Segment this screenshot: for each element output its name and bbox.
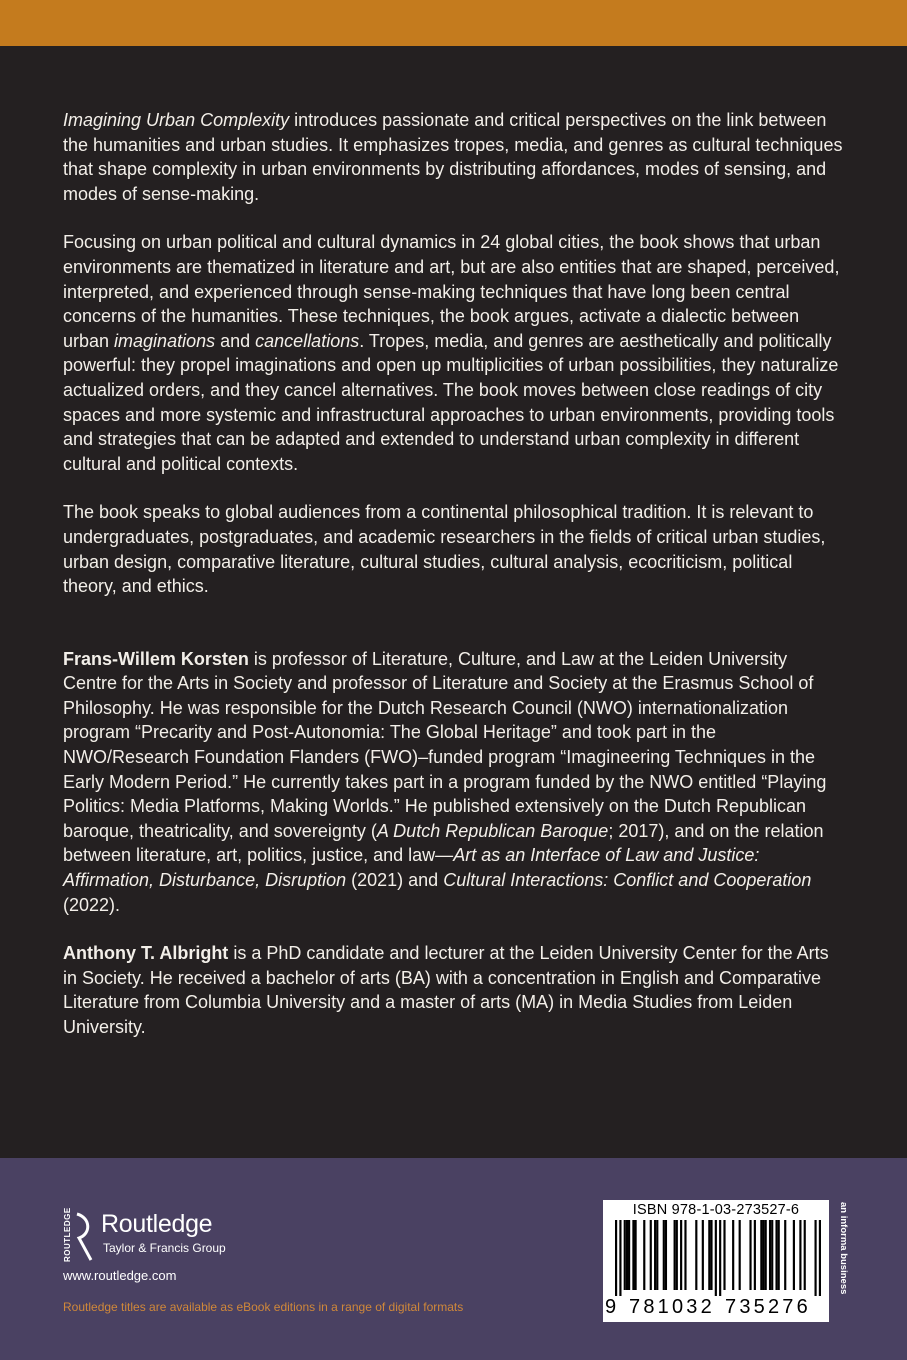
barcode-bar (702, 1220, 704, 1290)
barcode-bar (615, 1220, 617, 1296)
barcode-bar (719, 1220, 721, 1296)
informa-business-tag: an informa business (838, 1202, 849, 1295)
barcode-bar (793, 1220, 795, 1290)
publisher-footer (0, 1158, 907, 1360)
author-bio-2: Anthony T. Albright is a PhD candidate and lecturer at the Leiden University Center for the Arts in Society. He received a bachelor of arts (BA) with a concentration in English and Comparative Literature from Columbia University and a master of arts (MA) in Media Studies from Leiden University. (63, 943, 829, 1037)
barcode-bar (656, 1220, 658, 1290)
barcode-bar (760, 1220, 762, 1290)
barcode-bar (663, 1220, 665, 1290)
top-color-band (0, 0, 907, 46)
book-title: Imagining Urban Complexity (63, 110, 290, 130)
routledge-wordmark: Routledge (101, 1210, 213, 1238)
barcode-bar (710, 1220, 712, 1290)
barcode-bar (676, 1220, 678, 1290)
barcode-bar (674, 1220, 676, 1290)
barcode-bar (765, 1220, 767, 1290)
barcode-bar (665, 1220, 667, 1290)
description-paragraph-1: Imagining Urban Complexity introduces passionate and critical perspectives on the link between the humanities and urban studies. It emphasizes tropes, media, and genres as cultural techniques that shape complexity in urban environments by distributing affordances, modes of sensing, and modes of sense-making. (63, 110, 843, 204)
barcode-right-group: 735276 (725, 1296, 811, 1318)
description-paragraph-2: Focusing on urban political and cultural dynamics in 24 global cities, the book shows that urban environments are thematized in literature and art, but are also entities that are shaped, perceived, interpreted, and experienced through sense-making techniques that have long been central concerns of the humanities. These techniques, the book argues, activate a dialectic between urban imaginations and cancellations. Tropes, media, and genres are aesthetically and politically powerful: they propel imaginations and open up multiplicities of urban possibilities, they naturalize actualized orders, and they cancel alternatives. The book moves between close readings of city spaces and more systemic and infrastructural approaches to urban environments, providing tools and strategies that can be adapted and extended to understand urban complexity in different cultural and political contexts. (63, 232, 840, 474)
barcode-bar (799, 1220, 801, 1290)
ebook-note: Routledge titles are available as eBook editions in a range of digital formats (63, 1300, 464, 1314)
routledge-vertical-wordmark: ROUTLEDGE (63, 1207, 72, 1262)
barcode-bar (819, 1220, 821, 1296)
barcode-bar (695, 1220, 697, 1290)
barcode-bar (778, 1220, 780, 1290)
barcode-bar (628, 1220, 630, 1290)
barcode-left-group: 781032 (629, 1296, 715, 1318)
barcode-bar (654, 1220, 656, 1290)
barcode-bar (619, 1220, 621, 1296)
description-paragraph-3: The book speaks to global audiences from a continental philosophical tradition. It is relevant to undergraduates, postgraduates, and academic researchers in the fields of critical urban studies, urban design, comparative literature, cultural studies, cultural analysis, ecocriticism, political theory, and ethics. (63, 502, 826, 597)
barcode-bar (775, 1220, 777, 1290)
barcode-bar (650, 1220, 652, 1290)
isbn-barcode (603, 1200, 829, 1322)
isbn-label: ISBN 978-1-03-273527-6 (632, 1202, 800, 1218)
barcode-digits (603, 1296, 829, 1320)
barcode-bar (762, 1220, 764, 1290)
barcode-first-digit: 9 (605, 1296, 617, 1318)
barcode-bar (732, 1220, 734, 1290)
barcode-bar (708, 1220, 710, 1290)
barcode-bar (632, 1220, 634, 1290)
barcode-bars (615, 1220, 821, 1296)
barcode-bar (814, 1220, 816, 1296)
barcode-bar (684, 1220, 686, 1290)
barcode-bar (635, 1220, 637, 1290)
taylor-francis-group: Taylor & Francis Group (103, 1241, 226, 1255)
barcode-bar (624, 1220, 626, 1290)
author-name-1: Frans-Willem Korsten (63, 648, 249, 669)
barcode-bar (754, 1220, 756, 1290)
barcode-bar (739, 1220, 741, 1290)
barcode-bar (626, 1220, 628, 1290)
barcode-bar (680, 1220, 682, 1290)
author-name-2: Anthony T. Albright (63, 943, 229, 964)
author-bio-1: Frans-Willem Korsten is professor of Literature, Culture, and Law at the Leiden University Centre for the Arts in Society and professor of Literature and Society at the Erasmus School of Philosophy. He was responsible for the Dutch Research Council (NWO) internationalization program “Precarity and Post-Autonomia: The Global Heritage” and took part in the NWO/Research Foundation Flanders (FWO)–funded program “Imagineering Techniques in the Early Modern Period.” He currently takes part in a program funded by the NWO entitled “Playing Politics: Media Platforms, Making Worlds.” He published extensively on the Dutch Republican baroque, theatricality, and sovereignty (A Dutch Republican Baroque; 2017), and on the relation between literature, art, politics, justice, and law—Art as an Interface of Law and Justice: Affirmation, Disturbance, Disruption (2021) and Cultural Interactions: Conflict and Cooperation (2022). (63, 648, 827, 915)
barcode-bar (771, 1220, 773, 1290)
barcode-bar (749, 1220, 751, 1290)
barcode-bar (769, 1220, 771, 1290)
barcode-bar (723, 1220, 725, 1290)
publisher-website: www.routledge.com (63, 1268, 177, 1283)
back-cover-text (63, 108, 843, 1064)
barcode-bar (643, 1220, 645, 1290)
barcode-bar (715, 1220, 717, 1296)
routledge-logo (63, 1208, 243, 1268)
barcode-bar (784, 1220, 786, 1290)
barcode-bar (804, 1220, 806, 1290)
